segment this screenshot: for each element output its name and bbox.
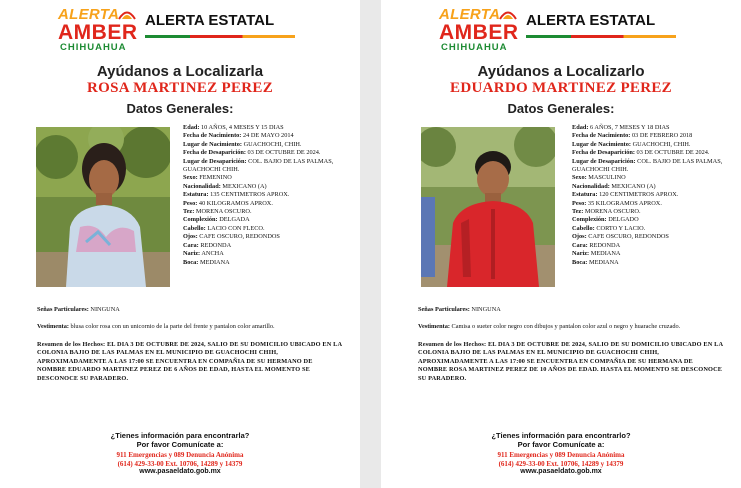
alerta-amber-logo <box>58 6 140 52</box>
logo-alerta-text: ALERTA <box>58 6 120 23</box>
field-row: Boca: MEDIANA <box>572 258 619 266</box>
field-row: Estatura: 120 CENTIMETROS APROX. <box>572 191 679 199</box>
contact-numbers <box>0 451 360 469</box>
field-row: Complexión: DELGADA <box>183 216 250 224</box>
header-rule <box>145 35 295 38</box>
field-row: Fecha de Nacimiento: 24 DE MAYO 2014 <box>183 132 294 140</box>
field-row: Fecha de Desaparición: 03 DE OCTUBRE DE 2024. <box>572 149 710 157</box>
page-divider <box>360 0 381 488</box>
field-row: Tez: MORENA OSCURO. <box>183 208 252 216</box>
website-link[interactable]: www.pasaeldato.gob.mx <box>139 468 221 475</box>
logo-state-text: CHIHUAHUA <box>441 42 508 53</box>
field-row: Nariz: MEDIANA <box>572 250 621 258</box>
field-row: Peso: 35 KILOGRAMOS APROX. <box>572 199 662 207</box>
field-row: Nacionalidad: MEXICANO (A) <box>572 182 656 190</box>
emergency-numbers: 911 Emergencias y 089 Denuncia Anónima <box>497 451 625 459</box>
field-row: Peso: 40 KILOGRAMOS APROX. <box>183 199 273 207</box>
field-row: Fecha de Nacimiento: 03 DE FEBRERO 2018 <box>572 132 693 140</box>
help-title: Ayúdanos a Localizarla <box>96 63 264 80</box>
field-row: Cabello: LACIO CON FLECO. <box>183 224 265 232</box>
missing-person-name: ROSA MARTINEZ PEREZ <box>86 80 274 96</box>
field-row: Nariz: ANCHA <box>183 250 224 258</box>
logo-amber-text: AMBER <box>439 21 519 44</box>
sun-icon <box>118 8 136 20</box>
field-row: Lugar de Nacimiento: GUACHOCHI, CHIH. <box>572 140 691 148</box>
phone-number: (614) 429-33-00 Ext. 10706, 14289 y 14379 <box>498 460 624 468</box>
phone-number: (614) 429-33-00 Ext. 10706, 14289 y 14379 <box>117 460 243 468</box>
contact-prompt: Por favor Comunícate a: <box>136 440 224 449</box>
clothing-description: Vestimenta: Camisa o sueter color negro con dibujos y pantalon color azul o negro y huarache cruzado. <box>418 323 681 330</box>
field-row: Sexo: FEMENINO <box>183 174 232 182</box>
contact-numbers <box>381 451 741 469</box>
info-request <box>381 431 741 449</box>
emergency-numbers: 911 Emergencias y 089 Denuncia Anónima <box>116 451 244 459</box>
incident-summary: Resumen de los Hechos: EL DIA 3 DE OCTUBRE DE 2024, SALIO DE SU DOMICILIO UBICADO EN LA COLONIA BAJIO DE LAS PALMAS EN EL MUNICIPIO DE GUACHOCHI CHIH, APROXIMADAMENTE A LAS 17:00 SE ENCUENTRA EN COMPAÑIA DE SU HERMANO DE NOMBRE EDUARDO MARTINEZ PEREZ DE 6 AÑOS DE EDAD, HASTA EL MOMENTO SE DESCONOCE SU PARADERO. <box>37 341 342 382</box>
field-row: Cara: REDONDA <box>572 241 621 249</box>
missing-poster-left <box>0 0 360 488</box>
info-question: ¿Tienes información para encontrarlo? <box>491 431 631 440</box>
alert-header: ALERTA ESTATAL <box>145 12 275 29</box>
logo-state-text: CHIHUAHUA <box>60 42 127 53</box>
website-link[interactable]: www.pasaeldato.gob.mx <box>520 468 602 475</box>
info-request <box>0 431 360 449</box>
field-row: Lugar de Desaparición: COL. BAJIO DE LAS PALMAS, GUACHOCHI CHIH. <box>572 157 723 174</box>
alerta-amber-logo <box>439 6 521 52</box>
field-row: Tez: MORENA OSCURO. <box>572 208 641 216</box>
field-row: Cara: REDONDA <box>183 241 232 249</box>
header-rule <box>526 35 676 38</box>
alert-header: ALERTA ESTATAL <box>526 12 656 29</box>
clothing-description: Vestimenta: blusa color rosa con un unicornio de la parte del frente y pantalon color amarillo. <box>37 323 275 330</box>
field-row: Complexión: DELGADO <box>572 216 639 224</box>
field-row: Nacionalidad: MEXICANO (A) <box>183 182 267 190</box>
field-row: Sexo: MASCULINO <box>572 174 626 182</box>
missing-person-photo <box>421 127 555 287</box>
incident-summary: Resumen de los Hechos: EL DIA 3 DE OCTUBRE DE 2024, SALIO DE SU DOMICILIO UBICADO EN LA COLONIA BAJIO DE LAS PALMAS EN EL MUNICIPIO DE GUACHOCHI CHIH, APROXIMADAMENTE A LAS 17:00 SE ENCUENTRA EN COMPAÑIA DE SU HERMANA DE NOMBRE ROSA MARTINEZ PEREZ DE 10 AÑOS DE EDAD. HASTA EL MOMENTO SE DESCONOCE SU PARADERO. <box>418 341 723 382</box>
help-title: Ayúdanos a Localizarlo <box>477 63 645 80</box>
general-data-list <box>183 124 357 267</box>
sun-icon <box>499 8 517 20</box>
field-row: Cabello: CORTO Y LACIO. <box>572 224 646 232</box>
field-row: Estatura: 135 CENTIMETROS APROX. <box>183 191 290 199</box>
field-row: Lugar de Desaparición: COL. BAJIO DE LAS PALMAS, GUACHOCHI CHIH. <box>183 157 334 174</box>
distinguishing-marks: Señas Particulares: NINGUNA <box>37 306 120 313</box>
missing-poster-right <box>381 0 741 488</box>
field-row: Lugar de Nacimiento: GUACHOCHI, CHIH. <box>183 140 302 148</box>
missing-person-photo <box>36 127 170 287</box>
field-row: Fecha de Desaparición: 03 DE OCTUBRE DE 2024. <box>183 149 321 157</box>
logo-alerta-text: ALERTA <box>439 6 501 23</box>
general-data-list <box>572 124 741 267</box>
field-row: Boca: MEDIANA <box>183 258 230 266</box>
contact-prompt: Por favor Comunícate a: <box>517 440 605 449</box>
field-row: Edad: 6 AÑOS, 7 MESES Y 18 DIAS <box>572 124 670 131</box>
field-row: Ojos: CAFE OSCURO, REDONDOS <box>183 233 280 241</box>
field-row: Edad: 10 AÑOS, 4 MESES Y 15 DIAS <box>183 124 284 131</box>
logo-amber-text: AMBER <box>58 21 138 44</box>
general-data-title: Datos Generales: <box>507 101 615 116</box>
distinguishing-marks: Señas Particulares: NINGUNA <box>418 306 501 313</box>
info-question: ¿Tienes información para encontrarla? <box>110 431 250 440</box>
field-row: Ojos: CAFE OSCURO, REDONDOS <box>572 233 669 241</box>
missing-person-name: EDUARDO MARTINEZ PEREZ <box>450 80 672 96</box>
general-data-title: Datos Generales: <box>126 101 234 116</box>
